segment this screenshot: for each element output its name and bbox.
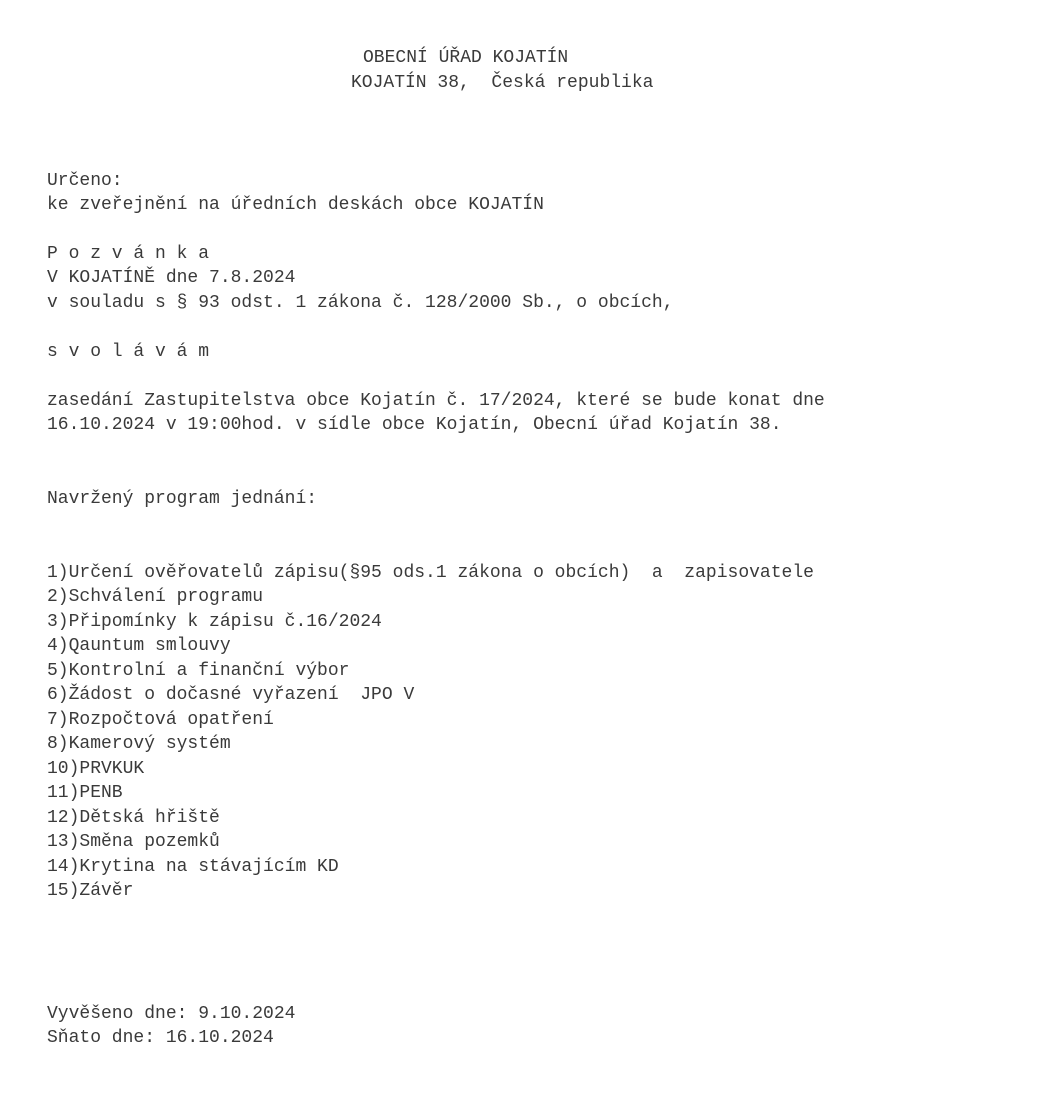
intended-text: ke zveřejnění na úředních deskách obce KOJATÍN — [47, 195, 544, 215]
invitation-title: P o z v á n k a — [47, 244, 210, 264]
convene-text: s v o l á v á m — [47, 342, 210, 362]
agenda-heading: Navržený program jednání: — [47, 489, 318, 509]
agenda-item: 12)Dětská hřiště — [47, 808, 220, 828]
invitation-legal-basis: v souladu s § 93 odst. 1 zákona č. 128/2000 Sb., o obcích, — [47, 293, 674, 313]
agenda-item: 15)Závěr — [47, 881, 134, 901]
agenda-item: 8)Kamerový systém — [47, 734, 231, 754]
agenda-item: 2)Schválení programu — [47, 587, 264, 607]
meeting-line-2: 16.10.2024 v 19:00hod. v sídle obce Kojatín, Obecní úřad Kojatín 38. — [47, 415, 782, 435]
agenda-item: 10)PRVKUK — [47, 759, 145, 779]
agenda-item: 4)Qauntum smlouvy — [47, 636, 231, 656]
office-address: KOJATÍN 38, Česká republika — [351, 73, 654, 93]
agenda-item: 6)Žádost o dočasné vyřazení JPO V — [47, 685, 415, 705]
agenda-item: 13)Směna pozemků — [47, 832, 220, 852]
intended-label: Určeno: — [47, 171, 123, 191]
agenda-item: 14)Krytina na stávajícím KD — [47, 857, 339, 877]
agenda-item: 3)Připomínky k zápisu č.16/2024 — [47, 612, 382, 632]
meeting-line-1: zasedání Zastupitelstva obce Kojatín č. 17/2024, které se bude konat dne — [47, 391, 825, 411]
office-name: OBECNÍ ÚŘAD KOJATÍN — [363, 48, 569, 68]
agenda-item: 1)Určení ověřovatelů zápisu(§95 ods.1 zákona o obcích) a zapisovatele — [47, 563, 814, 583]
invitation-place-date: V KOJATÍNĚ dne 7.8.2024 — [47, 268, 296, 288]
agenda-item: 11)PENB — [47, 783, 123, 803]
agenda-item: 7)Rozpočtová opatření — [47, 710, 274, 730]
removed-date: Sňato dne: 16.10.2024 — [47, 1028, 274, 1048]
agenda-item: 5)Kontrolní a finanční výbor — [47, 661, 350, 681]
posted-date: Vyvěšeno dne: 9.10.2024 — [47, 1004, 296, 1024]
